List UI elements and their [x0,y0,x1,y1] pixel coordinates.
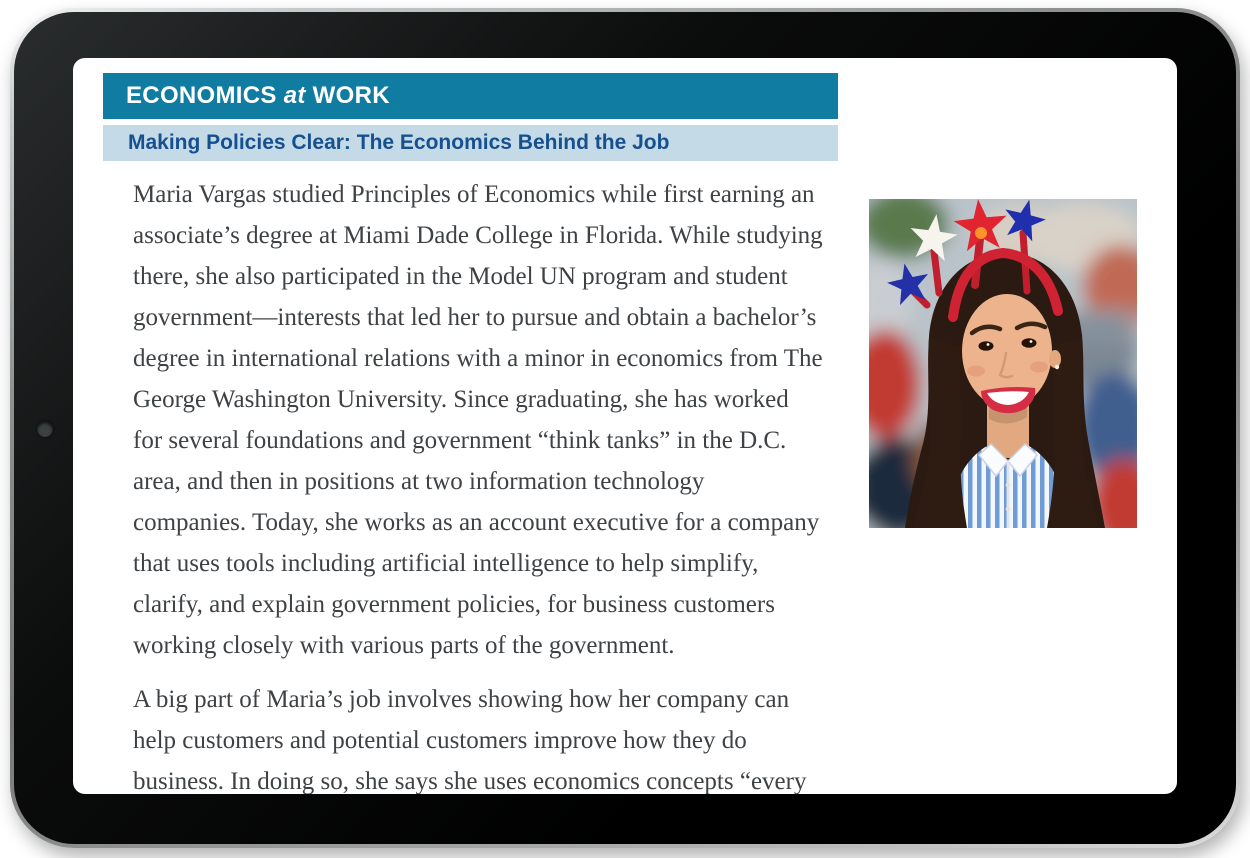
tablet-screen[interactable] [73,58,1177,794]
section-header-text-italic: at [283,82,306,109]
article-title: Making Policies Clear: The Economics Behind the Job [128,131,670,154]
section-header-bar [103,73,838,119]
portrait-photo [869,199,1137,528]
section-header-text: ECONOMICS [126,82,277,109]
article-body [133,174,823,794]
eye-right [1022,338,1037,348]
star-light-bulb [975,227,987,239]
earring [1055,365,1059,369]
photo-illustration [869,199,1137,528]
article-title-bar [103,125,838,161]
tablet-device [10,8,1240,848]
section-header-text: WORK [312,82,390,109]
front-camera-icon [37,421,53,437]
tablet-bezel [14,12,1236,844]
paragraph-2: A big part of Maria’s job involves showing how her company can help customers and potential customers improve how they do business. In doing so, she says she uses economics concepts “every [133,686,807,794]
eye-left [979,341,994,351]
paragraph-1: Maria Vargas studied Principles of Economics while first earning an associate’s degree at Miami Dade College in Florida. While studying there, she also participated in the Model UN program and student government—interests that led her to pursue and obtain a bachelor’s degree in international relations with a minor in economics from The George Washington University. Since graduating, she has worked for several foundations and government “think tanks” in the D.C. area, and then in positions at two information technology companies. Today, she works as an account executive for a company that uses tools including artificial intelligence to help simplify, clarify, and explain government policies, for business customers working closely with various parts of the government. [133,181,823,659]
